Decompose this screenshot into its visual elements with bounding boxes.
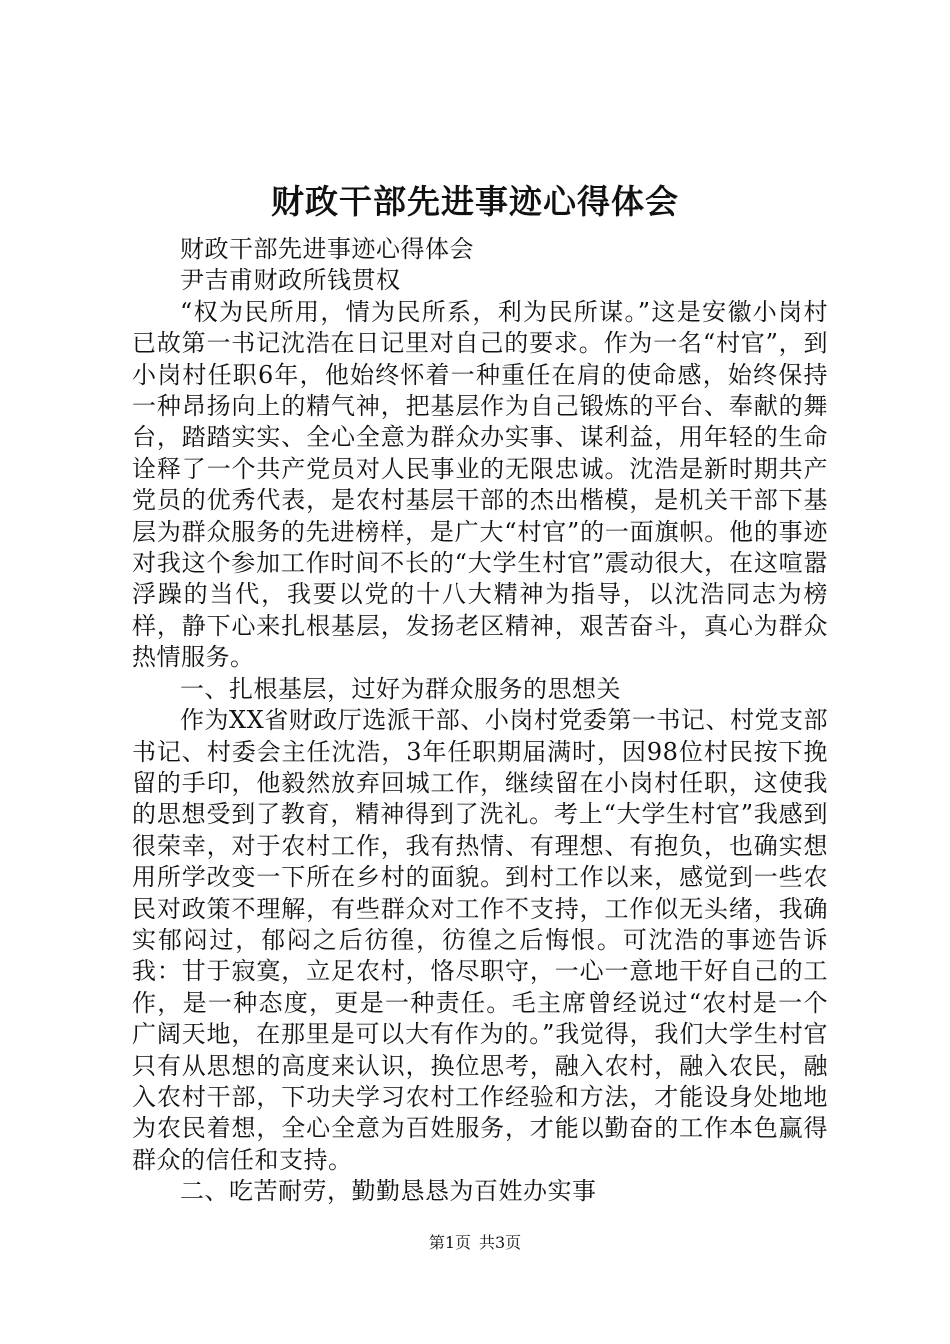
author-line: 尹吉甫财政所钱贯权 bbox=[180, 266, 401, 295]
body-paragraph: 作为XX省财政厅选派干部、小岗村党委第一书记、村党支部书记、村委会主任沈浩，3年任职期届满时，因98位村民按下挽留的手印，他毅然放弃回城工作，继续留在小岗村任职，这使我的思想受到了教育，精神得到了洗礼。考上“大学生村官”我感到很荣幸，对于农村工作，我有热情、有理想、有抱负，也确实想用所学改变一下所在乡村的面貌。到村工作以来，感觉到一些农民对政策不理解，有些群众对工作不支持，工作似无头绪，我确实郁闷过，郁闷之后彷徨，彷徨之后悔恨。可沈浩的事迹告诉我：甘于寂寞，立足农村，恪尽职守，一心一意地干好自己的工作，是一种态度，更是一种责任。毛主席曾经说过“农村是一个广阔天地，在那里是可以大有作为的。”我觉得，我们大学生村官只有从思想的高度来认识，换位思考，融入农村，融入农民，融入农村干部，下功夫学习农村工作经验和方法，才能设身处地地为农民着想，全心全意为百姓服务，才能以勤奋的工作本色赢得群众的信任和支持。 bbox=[132, 706, 828, 1174]
section-heading: 二、吃苦耐劳，勤勤恳恳为百姓办实事 bbox=[180, 1177, 597, 1206]
section-heading: 一、扎根基层，过好为群众服务的思想关 bbox=[180, 674, 621, 703]
page-footer bbox=[0, 1232, 950, 1254]
page-total: 共3页 bbox=[479, 1233, 522, 1252]
subtitle-line: 财政干部先进事迹心得体会 bbox=[180, 235, 474, 263]
page-number: 第1页 bbox=[428, 1233, 471, 1252]
body-paragraph: “权为民所用，情为民所系，利为民所谋。”这是安徽小岗村已故第一书记沈浩在日记里对自己的要求。作为一名“村官”，到小岗村任职6年，他始终怀着一种重任在肩的使命感，始终保持一种昂扬向上的精气神，把基层作为自己锻炼的平台、奉献的舞台，踏踏实实、全心全意为群众办实事、谋利益，用年轻的生命诠释了一个共产党员对人民事业的无限忠诚。沈浩是新时期共产党员的优秀代表，是农村基层干部的杰出楷模，是机关干部下基层为群众服务的先进榜样，是广大“村官”的一面旗帜。他的事迹对我这个参加工作时间不长的“大学生村官”震动很大，在这喧嚣浮躁的当代，我要以党的十八大精神为指导，以沈浩同志为榜样，静下心来扎根基层，发扬老区精神，艰苦奋斗，真心为群众热情服务。 bbox=[132, 297, 828, 672]
document-body bbox=[132, 234, 828, 1208]
document-title: 财政干部先进事迹心得体会 bbox=[271, 182, 679, 221]
